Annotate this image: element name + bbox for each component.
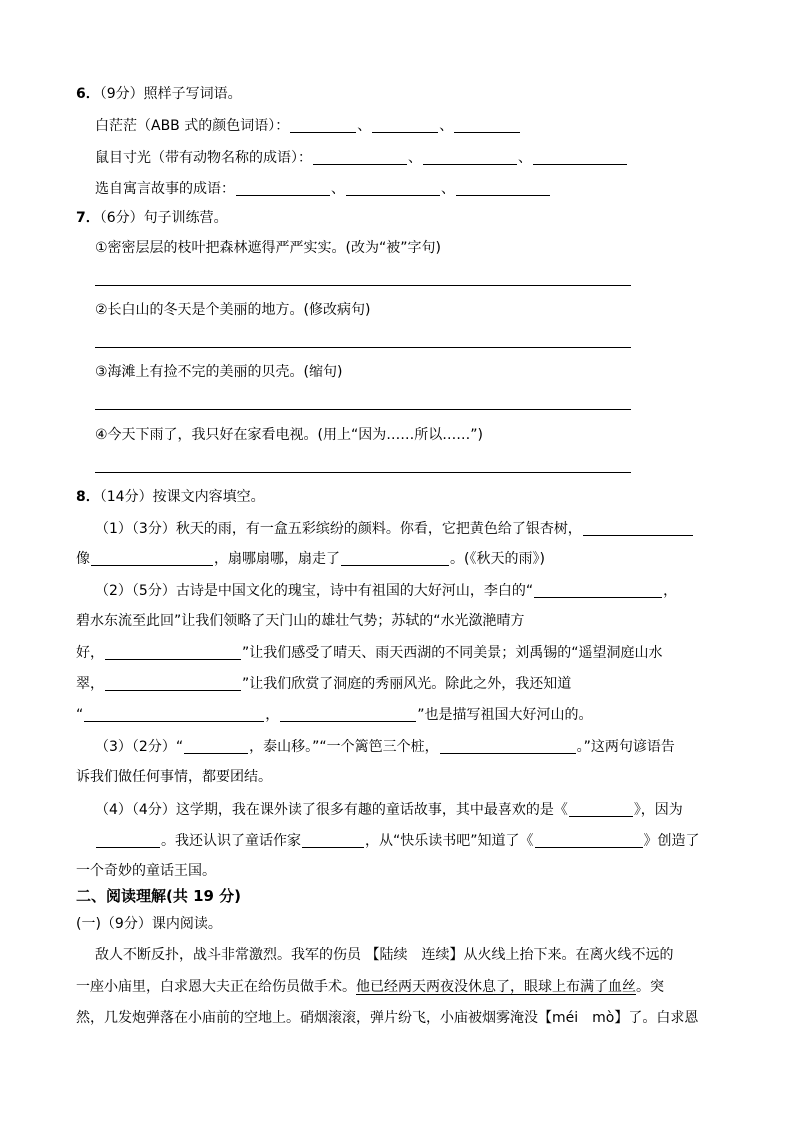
answer-blank[interactable]: [302, 833, 364, 848]
q7-sentence-2: ②长白山的冬天是个美丽的地方。(修改病句): [95, 302, 371, 318]
answer-blank[interactable]: [535, 833, 643, 848]
answer-blank[interactable]: [91, 551, 213, 566]
q6-title: [76, 87, 242, 101]
reading-line-1: 敌人不断反扑，战斗非常激烈。我军的伤员 【陆续 连续】从火线上抬下来。在离火线不远的: [95, 947, 674, 963]
q8-part2-line3: 好， ”让我们感受了晴天、雨天西湖的不同美景；刘禹锡的“遥望洞庭山水: [76, 645, 663, 661]
answer-blank[interactable]: [96, 833, 160, 848]
q7-sentence-3: ③海滩上有捡不完的美丽的贝壳。(缩句): [95, 364, 343, 380]
answer-blank[interactable]: [533, 150, 627, 165]
answer-blank[interactable]: [84, 707, 264, 722]
q8-part2-line5: “ ， ”也是描写祖国大好河山的。: [76, 707, 593, 723]
q8-part1-line1: （1）（3分）秋天的雨，有一盒五彩缤纷的颜料。你看，它把黄色给了银杏树，: [95, 521, 694, 536]
q6-line-2: 鼠目寸光（带有动物名称的成语）： 、 、: [95, 150, 628, 165]
q6-instruction: （9分）照样子写词语。: [99, 86, 242, 102]
q8-part3-line1: （3）（2分）“ ，泰山移。”“一个篱笆三个桩， 。”这两句谚语告: [95, 739, 675, 755]
answer-blank[interactable]: [341, 551, 449, 566]
answer-blank[interactable]: [105, 676, 241, 691]
q7-title: [76, 211, 228, 225]
q6-prompt-3: 选自寓言故事的成语：: [95, 181, 235, 197]
q8-title: [76, 490, 265, 504]
answer-blank[interactable]: [290, 118, 356, 133]
q8-part2-line2: 碧水东流至此回”让我们领略了天门山的雄壮气势；苏轼的“水光潋滟晴方: [76, 613, 525, 629]
q6-line-3: 选自寓言故事的成语： 、 、: [95, 181, 551, 196]
answer-blank[interactable]: [105, 645, 241, 660]
answer-blank[interactable]: [423, 150, 517, 165]
reading-line-2: 一座小庙里，白求恩大夫正在给伤员做手术。他已经两天两夜没休息了，眼球上布满了血丝。突: [76, 979, 664, 995]
q8-part2-line1: （2）（5分）古诗是中国文化的瑰宝，诗中有祖国的大好河山，李白的“ ，: [95, 583, 678, 599]
answer-blank[interactable]: [569, 802, 633, 817]
answer-blank[interactable]: [184, 739, 248, 754]
q7-number: 7．: [76, 210, 100, 226]
q8-part1-line2: 像 ，扇哪扇哪，扇走了 。(《秋天的雨》): [76, 551, 545, 567]
q8-number: 8．: [76, 489, 100, 505]
q8-part4-line1: （4）（4分）这学期，我在课外读了很多有趣的童话故事，其中最喜欢的是《 》，因为: [95, 802, 683, 818]
answer-blank[interactable]: [280, 707, 416, 722]
q6-prompt-2: 鼠目寸光（带有动物名称的成语）：: [95, 150, 312, 166]
answer-line[interactable]: [95, 347, 631, 348]
answer-blank[interactable]: [440, 739, 576, 754]
q7-instruction: （6分）句子训练营。: [99, 210, 228, 226]
answer-blank[interactable]: [346, 181, 440, 196]
section-title: 二、阅读理解(共 19 分): [76, 887, 242, 905]
q6-number: 6．: [76, 86, 100, 102]
answer-line[interactable]: [95, 285, 631, 286]
reading-line-3: 然，几发炮弹落在小庙前的空地上。硝烟滚滚，弹片纷飞，小庙被烟雾淹没【méi mò】了。白求恩: [76, 1010, 699, 1026]
q8-instruction: （14分）按课文内容填空。: [99, 489, 265, 505]
answer-line[interactable]: [95, 472, 631, 473]
answer-blank[interactable]: [456, 181, 550, 196]
answer-blank[interactable]: [236, 181, 330, 196]
q6-line-1: 白茫茫（ABB 式的颜色词语）： 、 、: [95, 118, 521, 133]
answer-blank[interactable]: [372, 118, 438, 133]
q8-part4-line3: 一个奇妙的童话王国。: [76, 863, 216, 879]
answer-blank[interactable]: [454, 118, 520, 133]
answer-line[interactable]: [95, 409, 631, 410]
answer-blank[interactable]: [534, 583, 662, 598]
q8-part3-line2: 诉我们做任何事情，都要团结。: [76, 769, 272, 785]
answer-blank[interactable]: [583, 521, 693, 536]
q8-part4-line2: 。我还认识了童话作家 ，从“快乐读书吧”知道了《 》创造了: [95, 833, 700, 848]
q7-sentence-1: ①密密层层的枝叶把森林遮得严严实实。(改为“被”字句): [95, 240, 441, 256]
q7-sentence-4: ④今天下雨了，我只好在家看电视。(用上“因为……所以……”): [95, 427, 483, 443]
q8-part2-line4: 翠， ”让我们欣赏了洞庭的秀丽风光。除此之外，我还知道: [76, 676, 572, 692]
q6-prompt-1: 白茫茫（ABB 式的颜色词语）：: [95, 118, 290, 134]
section-subtitle: (一)（9分）课内阅读。: [76, 916, 222, 932]
answer-blank[interactable]: [313, 150, 407, 165]
underlined-sentence: 他已经两天两夜没休息了，眼球上布满了血丝: [356, 979, 636, 995]
